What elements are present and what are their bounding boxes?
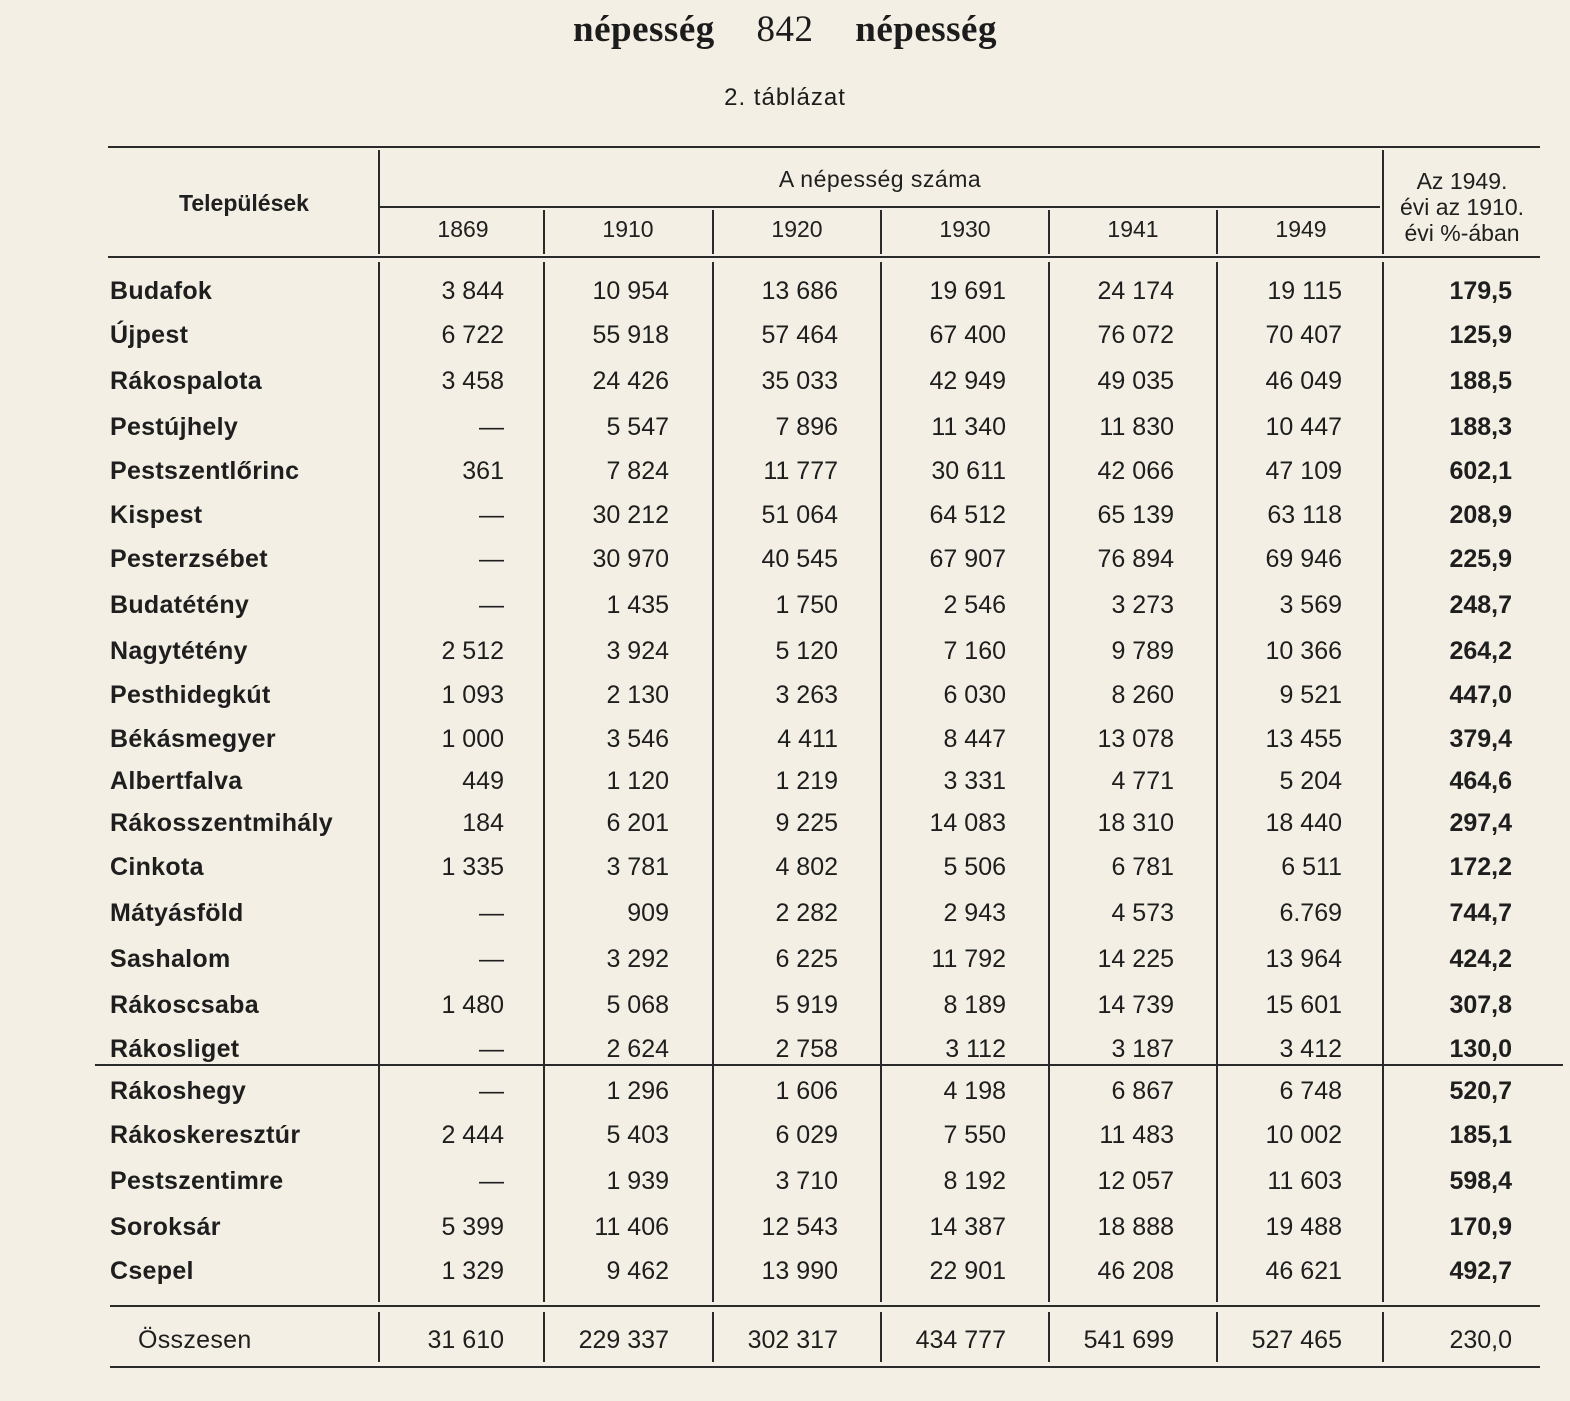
percent-1949-of-1910: 188,5 xyxy=(1449,367,1512,395)
population-1930: 67 907 xyxy=(929,545,1006,573)
percent-1949-of-1910: 248,7 xyxy=(1449,591,1512,619)
settlement-name: Cinkota xyxy=(110,853,204,881)
population-1949: 6.769 xyxy=(1279,899,1342,927)
group-header-rule xyxy=(380,206,1380,208)
header-percent-line-3: évi %-ában xyxy=(1404,220,1520,246)
population-1930: 8 192 xyxy=(943,1167,1006,1195)
population-1949: 3 569 xyxy=(1279,591,1342,619)
population-1869: 2 444 xyxy=(441,1121,504,1149)
population-1941: 49 035 xyxy=(1097,367,1174,395)
population-1949: 9 521 xyxy=(1279,681,1342,709)
population-1941: 42 066 xyxy=(1097,457,1174,485)
settlement-name: Újpest xyxy=(110,321,189,349)
header-column-divider xyxy=(880,210,882,254)
percent-1949-of-1910: 225,9 xyxy=(1449,545,1512,573)
settlement-name: Nagytétény xyxy=(110,637,248,665)
population-1930: 30 611 xyxy=(931,457,1006,485)
population-1941: 541 699 xyxy=(1083,1326,1174,1354)
settlement-name: Pestszentimre xyxy=(110,1167,284,1195)
population-1941: 11 483 xyxy=(1099,1121,1174,1149)
population-1869: — xyxy=(479,1167,504,1195)
settlement-name: Rákospalota xyxy=(110,367,262,395)
population-1910: 5 547 xyxy=(606,413,669,441)
settlement-name: Csepel xyxy=(110,1257,194,1285)
population-1920: 35 033 xyxy=(761,367,838,395)
population-1941: 4 771 xyxy=(1111,767,1174,795)
population-1949: 46 049 xyxy=(1265,367,1342,395)
population-1920: 4 802 xyxy=(775,853,838,881)
population-1930: 11 340 xyxy=(931,413,1006,441)
population-1941: 14 225 xyxy=(1097,945,1174,973)
population-1941: 3 273 xyxy=(1111,591,1174,619)
year-header-1930: 1930 xyxy=(939,216,991,242)
population-1869: — xyxy=(479,413,504,441)
population-1910: 9 462 xyxy=(606,1257,669,1285)
population-1910: 6 201 xyxy=(606,809,669,837)
body-column-divider xyxy=(880,262,882,1302)
population-1910: 30 212 xyxy=(592,501,669,529)
population-1869: — xyxy=(479,1077,504,1105)
settlement-name: Budafok xyxy=(110,277,213,305)
header-column-divider xyxy=(1382,150,1384,254)
population-1910: 909 xyxy=(627,899,669,927)
percent-1949-of-1910: 598,4 xyxy=(1449,1167,1512,1195)
body-column-divider xyxy=(712,262,714,1302)
population-1930: 8 447 xyxy=(943,725,1006,753)
population-1869: — xyxy=(479,1035,504,1063)
population-1920: 3 263 xyxy=(775,681,838,709)
population-1920: 1 219 xyxy=(775,767,838,795)
population-1930: 2 546 xyxy=(943,591,1006,619)
population-1910: 24 426 xyxy=(592,367,669,395)
population-1910: 1 296 xyxy=(606,1077,669,1105)
population-1869: — xyxy=(479,591,504,619)
settlement-name: Rákoscsaba xyxy=(110,991,259,1019)
population-1920: 6 225 xyxy=(775,945,838,973)
percent-1949-of-1910: 264,2 xyxy=(1449,637,1512,665)
table-bottom-rule xyxy=(110,1366,1540,1368)
header-settlements: Települések xyxy=(179,190,309,216)
population-1941: 3 187 xyxy=(1111,1035,1174,1063)
population-1910: 2 624 xyxy=(606,1035,669,1063)
population-1949: 69 946 xyxy=(1265,545,1342,573)
population-1930: 2 943 xyxy=(943,899,1006,927)
total-column-divider xyxy=(1382,1312,1384,1362)
population-1910: 3 781 xyxy=(606,853,669,881)
population-1869: — xyxy=(479,545,504,573)
population-1920: 2 282 xyxy=(775,899,838,927)
total-column-divider xyxy=(1048,1312,1050,1362)
percent-1949-of-1910: 492,7 xyxy=(1449,1257,1512,1285)
header-column-divider xyxy=(1216,210,1218,254)
population-1930: 3 112 xyxy=(945,1035,1006,1063)
section-divider-line xyxy=(95,1064,1563,1066)
population-1869: 184 xyxy=(462,809,504,837)
population-1869: — xyxy=(479,899,504,927)
settlement-name: Soroksár xyxy=(110,1213,221,1241)
population-1930: 22 901 xyxy=(929,1257,1006,1285)
total-column-divider xyxy=(1216,1312,1218,1362)
population-1930: 19 691 xyxy=(929,277,1006,305)
population-1941: 18 310 xyxy=(1097,809,1174,837)
population-1910: 5 068 xyxy=(606,991,669,1019)
population-1869: 1 335 xyxy=(441,853,504,881)
settlement-name: Pesterzsébet xyxy=(110,545,268,573)
settlement-name: Rákoshegy xyxy=(110,1077,247,1105)
page-number: 842 xyxy=(756,9,814,50)
population-1930: 6 030 xyxy=(943,681,1006,709)
percent-1949-of-1910: 297,4 xyxy=(1449,809,1512,837)
population-1941: 24 174 xyxy=(1097,277,1174,305)
population-1869: 31 610 xyxy=(427,1326,504,1354)
percent-1949-of-1910: 172,2 xyxy=(1449,853,1512,881)
header-percent-line-2: évi az 1910. xyxy=(1399,194,1525,220)
population-1930: 7 550 xyxy=(943,1121,1006,1149)
population-1949: 5 204 xyxy=(1279,767,1342,795)
population-1869: — xyxy=(479,945,504,973)
population-1949: 18 440 xyxy=(1265,809,1342,837)
population-1930: 4 198 xyxy=(943,1077,1006,1105)
population-1941: 4 573 xyxy=(1111,899,1174,927)
population-1941: 6 867 xyxy=(1111,1077,1174,1105)
population-1869: 449 xyxy=(462,767,504,795)
settlement-name: Pestszentlőrinc xyxy=(110,457,300,485)
population-1930: 14 387 xyxy=(929,1213,1006,1241)
population-1949: 10 366 xyxy=(1265,637,1342,665)
population-1941: 18 888 xyxy=(1097,1213,1174,1241)
percent-1949-of-1910: 602,1 xyxy=(1449,457,1512,485)
percent-1949-of-1910: 520,7 xyxy=(1449,1077,1512,1105)
page-header xyxy=(0,8,1570,51)
population-1910: 3 546 xyxy=(606,725,669,753)
population-1920: 13 990 xyxy=(761,1257,838,1285)
population-1941: 8 260 xyxy=(1111,681,1174,709)
population-1920: 5 120 xyxy=(775,637,838,665)
population-1930: 5 506 xyxy=(943,853,1006,881)
header-column-divider xyxy=(712,210,714,254)
population-1920: 4 411 xyxy=(777,725,838,753)
percent-1949-of-1910: 379,4 xyxy=(1449,725,1512,753)
population-1949: 13 455 xyxy=(1265,725,1342,753)
header-bottom-rule xyxy=(108,256,1540,258)
settlement-name: Rákosliget xyxy=(110,1035,240,1063)
population-1949: 19 488 xyxy=(1265,1213,1342,1241)
population-1949: 15 601 xyxy=(1265,991,1342,1019)
population-1920: 57 464 xyxy=(761,321,838,349)
population-1949: 13 964 xyxy=(1265,945,1342,973)
settlement-name: Sashalom xyxy=(110,945,231,973)
year-header-1941: 1941 xyxy=(1107,216,1159,242)
population-1930: 67 400 xyxy=(929,321,1006,349)
population-1930: 434 777 xyxy=(915,1326,1006,1354)
population-1930: 7 160 xyxy=(943,637,1006,665)
percent-1949-of-1910: 179,5 xyxy=(1449,277,1512,305)
population-1920: 9 225 xyxy=(775,809,838,837)
population-1920: 51 064 xyxy=(761,501,838,529)
body-column-divider xyxy=(1382,262,1384,1302)
population-1941: 11 830 xyxy=(1099,413,1174,441)
population-1869: 3 844 xyxy=(441,277,504,305)
population-1910: 5 403 xyxy=(606,1121,669,1149)
total-column-divider xyxy=(543,1312,545,1362)
population-1869: 5 399 xyxy=(441,1213,504,1241)
population-1930: 14 083 xyxy=(929,809,1006,837)
population-1910: 1 939 xyxy=(606,1167,669,1195)
year-header-1869: 1869 xyxy=(437,216,489,242)
population-1869: 361 xyxy=(462,457,504,485)
population-1930: 11 792 xyxy=(931,945,1006,973)
header-column-divider xyxy=(543,210,545,254)
population-1869: 6 722 xyxy=(441,321,504,349)
total-label: Összesen xyxy=(138,1326,252,1354)
percent-1949-of-1910: 170,9 xyxy=(1449,1213,1512,1241)
population-1949: 6 748 xyxy=(1279,1077,1342,1105)
population-1920: 12 543 xyxy=(761,1213,838,1241)
population-1920: 3 710 xyxy=(775,1167,838,1195)
settlement-name: Mátyásföld xyxy=(110,899,244,927)
header-percent-line-1: Az 1949. xyxy=(1416,168,1508,194)
header-group-population: A népesség száma xyxy=(778,166,982,192)
header-column-divider xyxy=(1048,210,1050,254)
population-1949: 11 603 xyxy=(1267,1167,1342,1195)
population-1910: 1 435 xyxy=(606,591,669,619)
population-1920: 7 896 xyxy=(775,413,838,441)
percent-1949-of-1910: 188,3 xyxy=(1449,413,1512,441)
population-1941: 76 894 xyxy=(1097,545,1174,573)
settlement-name: Budatétény xyxy=(110,591,250,619)
population-1941: 14 739 xyxy=(1097,991,1174,1019)
header-percent xyxy=(1384,168,1540,246)
population-1920: 1 750 xyxy=(775,591,838,619)
percent-1949-of-1910: 464,6 xyxy=(1449,767,1512,795)
population-1910: 11 406 xyxy=(594,1213,669,1241)
population-1920: 302 317 xyxy=(747,1326,838,1354)
body-column-divider xyxy=(378,262,380,1302)
population-1910: 2 130 xyxy=(606,681,669,709)
population-1910: 3 924 xyxy=(606,637,669,665)
population-1869: 2 512 xyxy=(441,637,504,665)
population-1949: 6 511 xyxy=(1281,853,1342,881)
settlement-name: Rákoskeresztúr xyxy=(110,1121,301,1149)
population-1910: 10 954 xyxy=(592,277,669,305)
population-1941: 9 789 xyxy=(1111,637,1174,665)
header-right-word: népesség xyxy=(855,9,997,50)
population-1949: 46 621 xyxy=(1265,1257,1342,1285)
population-1930: 42 949 xyxy=(929,367,1006,395)
population-1930: 64 512 xyxy=(929,501,1006,529)
population-1949: 10 002 xyxy=(1265,1121,1342,1149)
population-1941: 65 139 xyxy=(1097,501,1174,529)
percent-1949-of-1910: 185,1 xyxy=(1449,1121,1512,1149)
percent-1949-of-1910: 744,7 xyxy=(1449,899,1512,927)
header-column-divider xyxy=(378,150,380,254)
population-1910: 7 824 xyxy=(606,457,669,485)
population-1910: 30 970 xyxy=(592,545,669,573)
population-1910: 3 292 xyxy=(606,945,669,973)
population-1920: 2 758 xyxy=(775,1035,838,1063)
population-1869: 1 093 xyxy=(441,681,504,709)
population-1930: 3 331 xyxy=(943,767,1006,795)
percent-1949-of-1910: 230,0 xyxy=(1449,1326,1512,1354)
settlement-name: Pesthidegkút xyxy=(110,681,271,709)
population-1949: 63 118 xyxy=(1267,501,1342,529)
body-column-divider xyxy=(1048,262,1050,1302)
percent-1949-of-1910: 424,2 xyxy=(1449,945,1512,973)
total-column-divider xyxy=(712,1312,714,1362)
settlement-name: Békásmegyer xyxy=(110,725,276,753)
body-column-divider xyxy=(543,262,545,1302)
population-1869: 3 458 xyxy=(441,367,504,395)
percent-1949-of-1910: 125,9 xyxy=(1449,321,1512,349)
population-1949: 70 407 xyxy=(1265,321,1342,349)
population-1869: 1 000 xyxy=(441,725,504,753)
population-1869: 1 480 xyxy=(441,991,504,1019)
population-1949: 47 109 xyxy=(1265,457,1342,485)
population-1941: 76 072 xyxy=(1097,321,1174,349)
settlement-name: Rákosszentmihály xyxy=(110,809,333,837)
population-1920: 5 919 xyxy=(775,991,838,1019)
population-1920: 13 686 xyxy=(761,277,838,305)
total-column-divider xyxy=(378,1312,380,1362)
settlement-name: Kispest xyxy=(110,501,203,529)
population-1869: — xyxy=(479,501,504,529)
population-1910: 55 918 xyxy=(592,321,669,349)
body-column-divider xyxy=(1216,262,1218,1302)
percent-1949-of-1910: 307,8 xyxy=(1449,991,1512,1019)
population-1941: 6 781 xyxy=(1111,853,1174,881)
population-1941: 46 208 xyxy=(1097,1257,1174,1285)
population-1930: 8 189 xyxy=(943,991,1006,1019)
population-1920: 6 029 xyxy=(775,1121,838,1149)
table-caption: 2. táblázat xyxy=(724,84,846,111)
population-1910: 1 120 xyxy=(606,767,669,795)
year-header-1910: 1910 xyxy=(602,216,654,242)
year-header-1949: 1949 xyxy=(1275,216,1327,242)
percent-1949-of-1910: 208,9 xyxy=(1449,501,1512,529)
population-1910: 229 337 xyxy=(578,1326,669,1354)
settlement-name: Albertfalva xyxy=(110,767,243,795)
population-1949: 3 412 xyxy=(1279,1035,1342,1063)
population-1920: 40 545 xyxy=(761,545,838,573)
table-top-rule xyxy=(108,146,1540,148)
total-column-divider xyxy=(880,1312,882,1362)
population-1920: 11 777 xyxy=(763,457,838,485)
percent-1949-of-1910: 447,0 xyxy=(1449,681,1512,709)
percent-1949-of-1910: 130,0 xyxy=(1449,1035,1512,1063)
total-top-rule xyxy=(110,1305,1540,1307)
settlement-name: Pestújhely xyxy=(110,413,239,441)
header-left-word: népesség xyxy=(573,9,715,50)
population-1920: 1 606 xyxy=(775,1077,838,1105)
population-1949: 19 115 xyxy=(1267,277,1342,305)
population-1941: 12 057 xyxy=(1097,1167,1174,1195)
population-1941: 13 078 xyxy=(1097,725,1174,753)
population-1869: 1 329 xyxy=(441,1257,504,1285)
population-1949: 527 465 xyxy=(1251,1326,1342,1354)
population-1949: 10 447 xyxy=(1265,413,1342,441)
year-header-1920: 1920 xyxy=(771,216,823,242)
